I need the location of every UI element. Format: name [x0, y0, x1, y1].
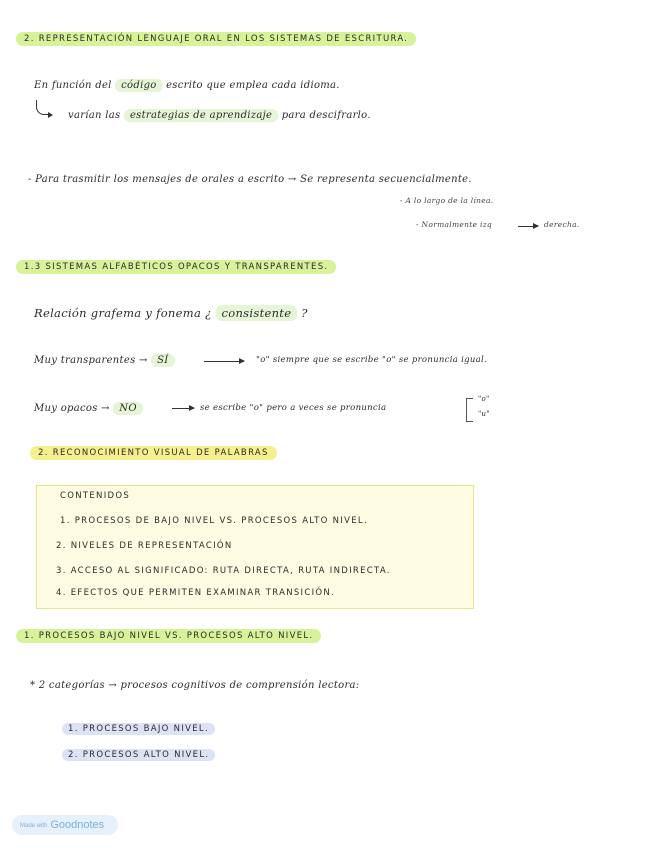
bracket-icon	[466, 398, 473, 422]
contenidos-title: CONTENIDOS	[60, 491, 131, 501]
transmit-sub-2a: - Normalmente izq	[416, 220, 493, 229]
heading-reconocimiento	[30, 448, 277, 458]
transparentes-line	[34, 355, 175, 366]
heading-representacion	[16, 34, 416, 44]
intro-1a: En función del	[34, 80, 112, 91]
contenidos-item: 3. ACCESO AL SIGNIFICADO: RUTA DIRECTA, RUTA INDIRECTA.	[56, 566, 391, 576]
relacion-a: Relación grafema y fonema	[34, 306, 202, 320]
opacos-d2: "u"	[478, 410, 490, 418]
heading-sistemas-wrap	[16, 260, 336, 274]
right-arrow-icon	[172, 408, 194, 409]
right-arrow-icon	[204, 361, 244, 362]
badge-small-text: Made with	[20, 823, 48, 829]
transmit-sub-1: - A lo largo de la línea.	[400, 196, 494, 205]
opacos-d1: "o"	[478, 395, 490, 403]
procesos-item-2	[62, 750, 215, 760]
heading-sistemas	[16, 262, 336, 272]
heading-reconocimiento-text: RECONOCIMIENTO VISUAL DE PALABRAS	[52, 448, 269, 458]
opacos-c: se escribe "o" pero a veces se pronuncia	[200, 403, 387, 413]
relacion-b: ¿	[205, 306, 212, 320]
right-arrow-icon	[518, 226, 538, 227]
procesos-categorias-line: * 2 categorías → procesos cognitivos de comprensión lectora:	[30, 680, 360, 691]
heading-reconocimiento-number: 2.	[38, 448, 49, 458]
transparentes-c: "o" siempre que se escribe "o" se pronuncia igual.	[256, 355, 488, 365]
procesos-item-2-text: 2. PROCESOS ALTO NIVEL.	[62, 749, 215, 761]
estrategias-highlight: estrategias de aprendizaje	[124, 109, 278, 122]
intro-1c: escrito que emplea cada idioma.	[166, 80, 340, 91]
transmit-line: - Para trasmitir los mensajes de orales a escrito → Se representa secuencialmente.	[28, 174, 472, 185]
contenidos-item: 2. NIVELES DE REPRESENTACIÓN	[56, 541, 233, 551]
opacos-a: Muy opacos →	[34, 403, 110, 414]
relacion-d: ?	[301, 306, 308, 320]
heading-sistemas-text: SISTEMAS ALFABÉTICOS OPACOS Y TRANSPARENTES.	[45, 262, 329, 272]
intro-line-2	[68, 110, 371, 121]
transmit-sub-2b: derecha.	[544, 220, 580, 229]
goodnotes-badge[interactable]	[12, 815, 118, 835]
relacion-line	[34, 306, 308, 320]
opacos-line	[34, 403, 143, 414]
contenidos-item: 1. PROCESOS DE BAJO NIVEL VS. PROCESOS ALTO NIVEL.	[60, 516, 368, 526]
intro-2c: para descifrarlo.	[281, 110, 371, 121]
consistente-highlight: consistente	[216, 305, 298, 321]
heading-sistemas-number: 1.3	[24, 262, 42, 272]
heading-procesos	[16, 631, 321, 641]
transparentes-a: Muy transparentes →	[34, 355, 148, 366]
intro-line-1	[34, 80, 340, 91]
procesos-item-1-text: 1. PROCESOS BAJO NIVEL.	[62, 723, 215, 735]
heading-representacion-text: 2. REPRESENTACIÓN LENGUAJE ORAL EN LOS SISTEMAS DE ESCRITURA.	[16, 32, 416, 46]
heading-reconocimiento-wrap	[30, 446, 277, 460]
codigo-highlight: código	[115, 79, 162, 92]
transmit-sub-2	[416, 220, 492, 229]
no-highlight: NO	[113, 402, 143, 415]
curved-arrow-icon	[36, 100, 49, 115]
procesos-item-1	[62, 724, 215, 734]
contenidos-item: 4. EFECTOS QUE PERMITEN EXAMINAR TRANSICIÓN.	[56, 588, 336, 598]
intro-2a: varían las	[68, 110, 121, 121]
heading-procesos-text: 1. PROCESOS BAJO NIVEL VS. PROCESOS ALTO NIVEL.	[16, 629, 321, 643]
badge-brand-text: Goodnotes	[50, 819, 105, 831]
si-highlight: SÍ	[151, 354, 174, 367]
